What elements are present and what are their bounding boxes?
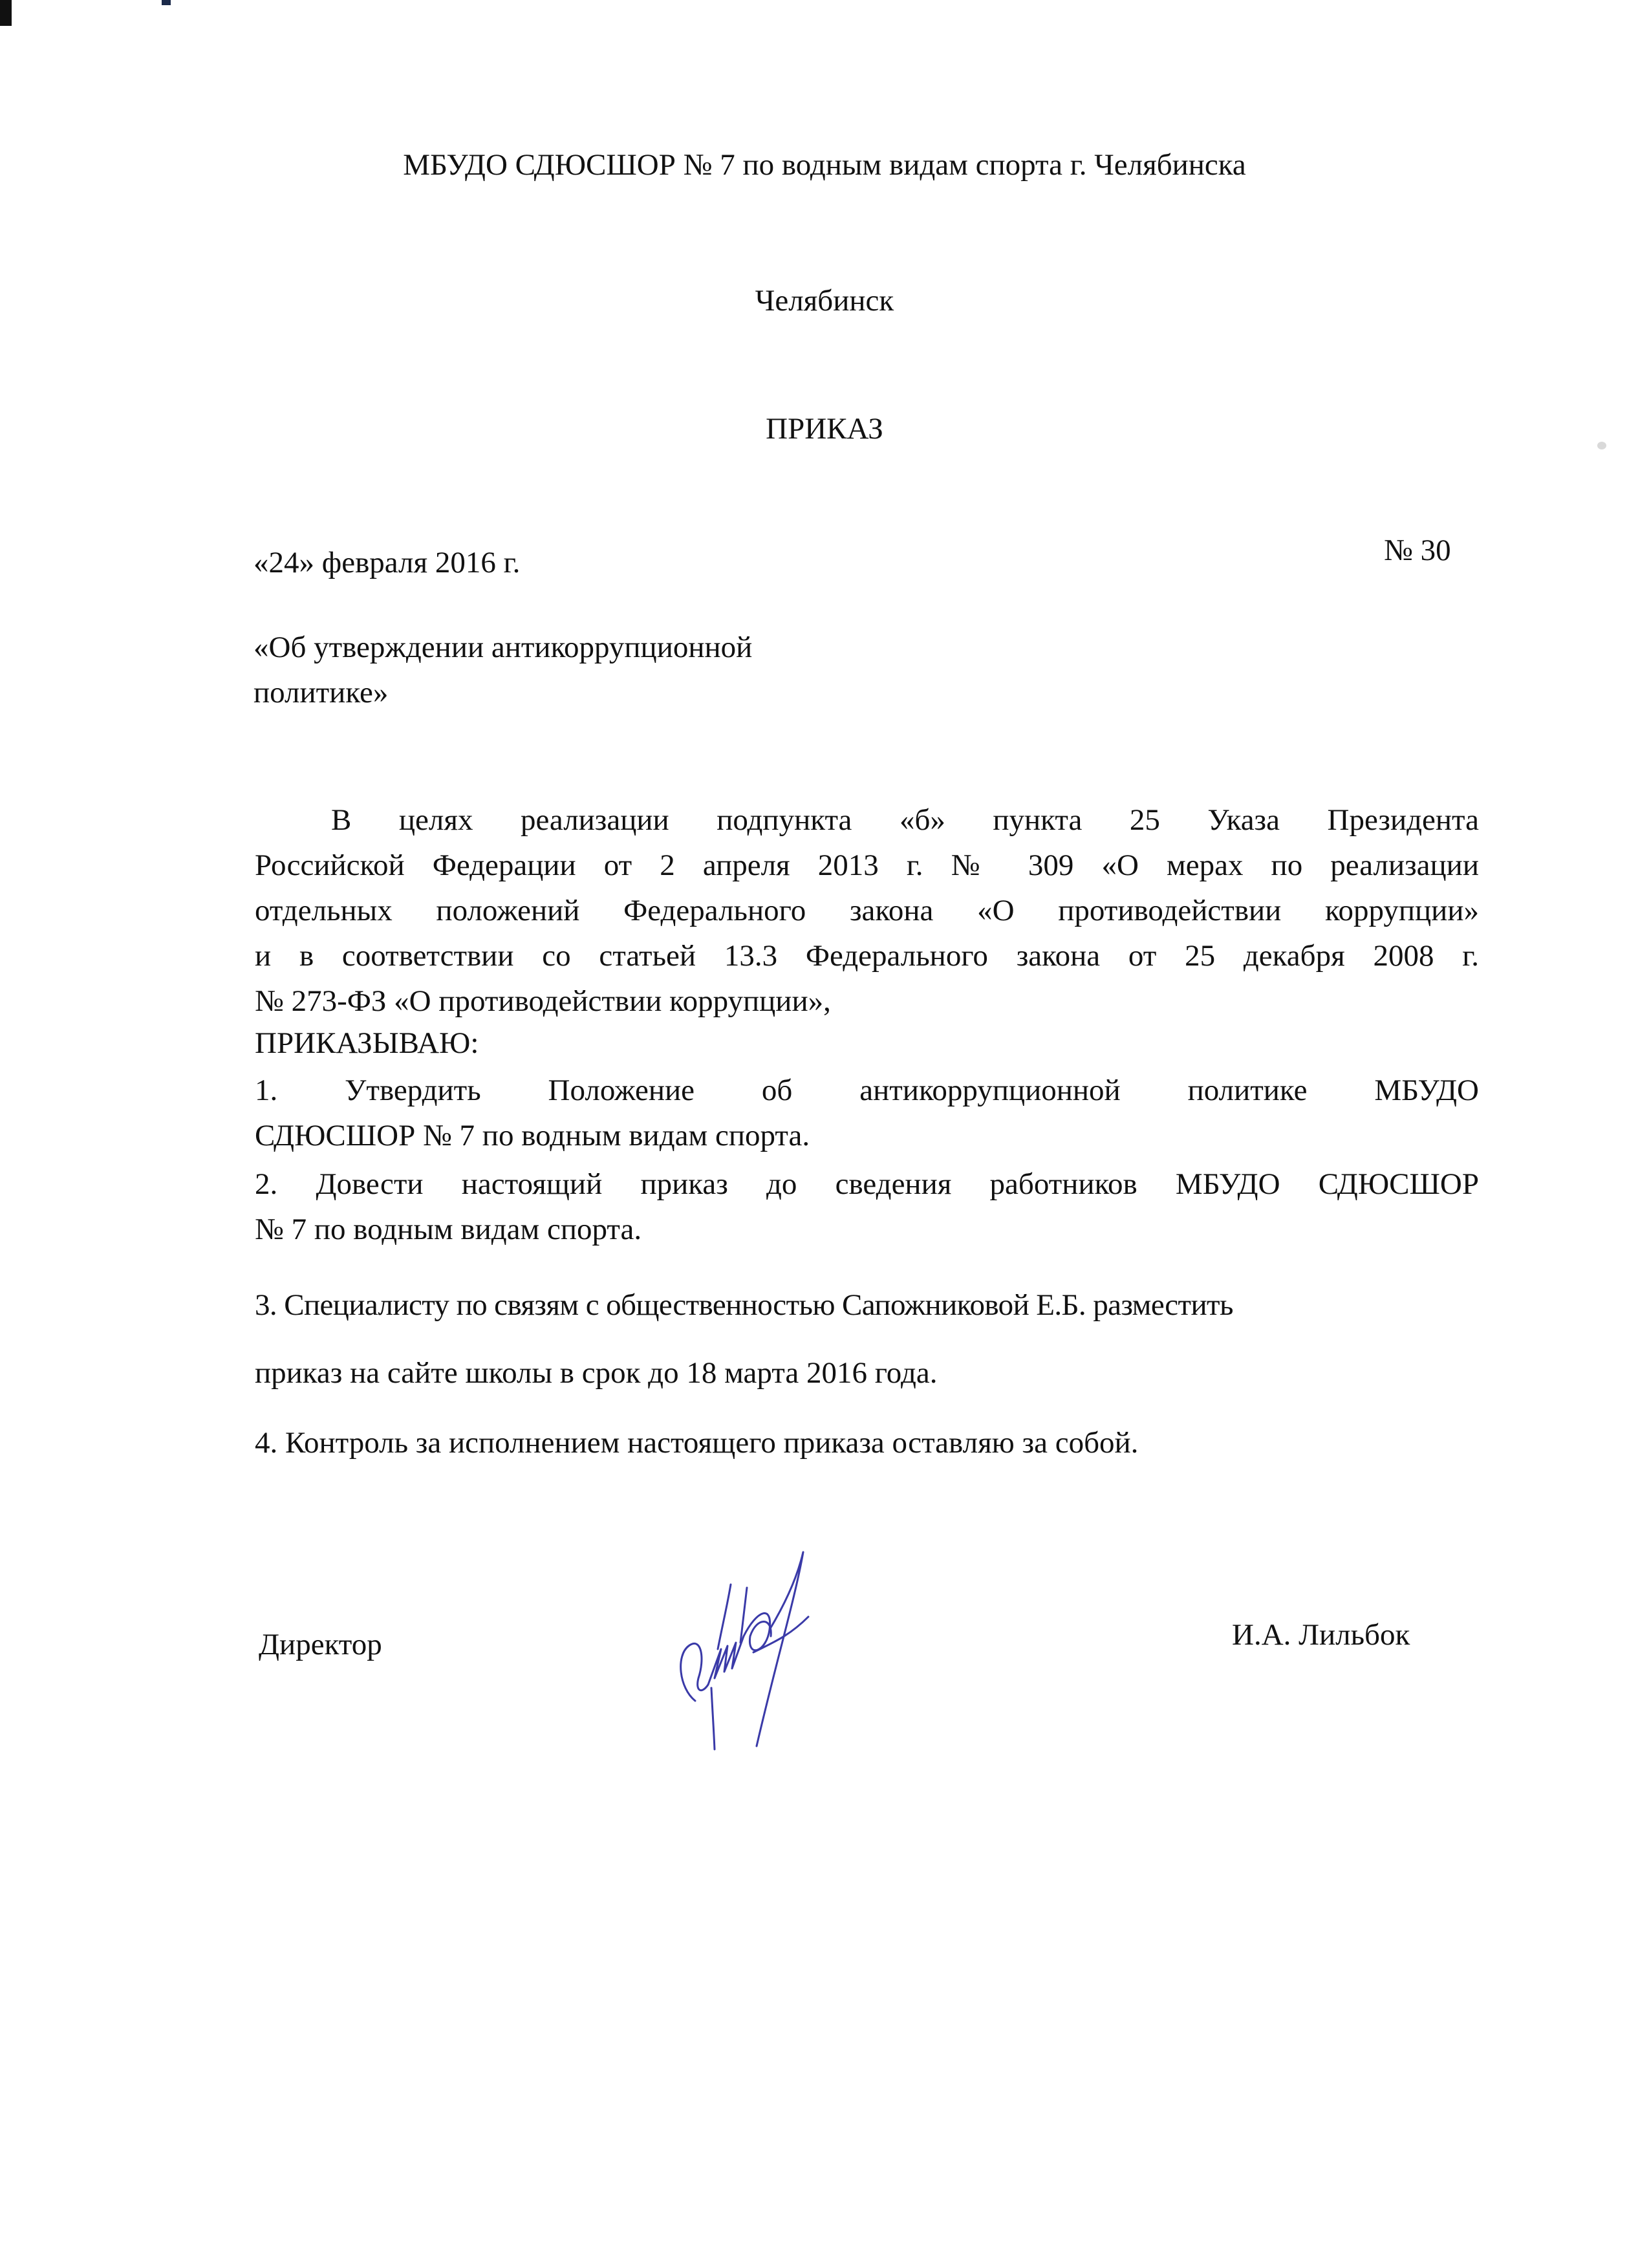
- preamble-line: отдельных положений Федерального закона «О противодействии коррупции»: [255, 894, 1479, 927]
- order-item-line: СДЮСШОР № 7 по водным видам спорта.: [255, 1119, 810, 1152]
- order-subject-line: политике»: [253, 676, 389, 709]
- order-item-line: № 7 по водным видам спорта.: [255, 1213, 642, 1246]
- order-item-line: 2. Довести настоящий приказ до сведения работников МБУДО СДЮСШОР: [255, 1167, 1479, 1201]
- city-name: Челябинск: [755, 284, 894, 318]
- order-item-line: приказ на сайте школы в срок до 18 марта 2016 года.: [255, 1356, 938, 1390]
- signatory-name: И.А. Лильбок: [1232, 1618, 1410, 1652]
- document-type-title: ПРИКАЗ: [766, 412, 883, 446]
- preamble-line: Российской Федерации от 2 апреля 2013 г. № 309 «О мерах по реализации: [255, 848, 1479, 882]
- handwritten-signature: [660, 1539, 918, 1753]
- order-item-line: 1. Утвердить Положение об антикоррупционной политике МБУДО: [255, 1074, 1479, 1107]
- order-item-line: 4. Контроль за исполнением настоящего приказа оставляю за собой.: [255, 1426, 1139, 1460]
- order-date: «24» февраля 2016 г.: [253, 546, 521, 579]
- signatory-position: Директор: [259, 1628, 382, 1661]
- organization-header: МБУДО СДЮСШОР № 7 по водным видам спорта г. Челябинска: [403, 148, 1246, 182]
- order-item-line: 3. Специалисту по связям с общественностью Сапожниковой Е.Б. разместить: [255, 1288, 1233, 1322]
- order-subject-line: «Об утверждении антикоррупционной: [253, 631, 753, 664]
- order-number: № 30: [1384, 534, 1451, 567]
- preamble-line: В целях реализации подпункта «б» пункта 25 Указа Президента: [331, 803, 1479, 837]
- scan-edge-artifact: [0, 0, 12, 26]
- order-word: ПРИКАЗЫВАЮ:: [255, 1026, 479, 1060]
- scan-edge-artifact: [162, 0, 171, 5]
- preamble-line: и в соответствии со статьей 13.3 Федерального закона от 25 декабря 2008 г.: [255, 939, 1479, 973]
- preamble-line: № 273-ФЗ «О противодействии коррупции»,: [255, 984, 831, 1018]
